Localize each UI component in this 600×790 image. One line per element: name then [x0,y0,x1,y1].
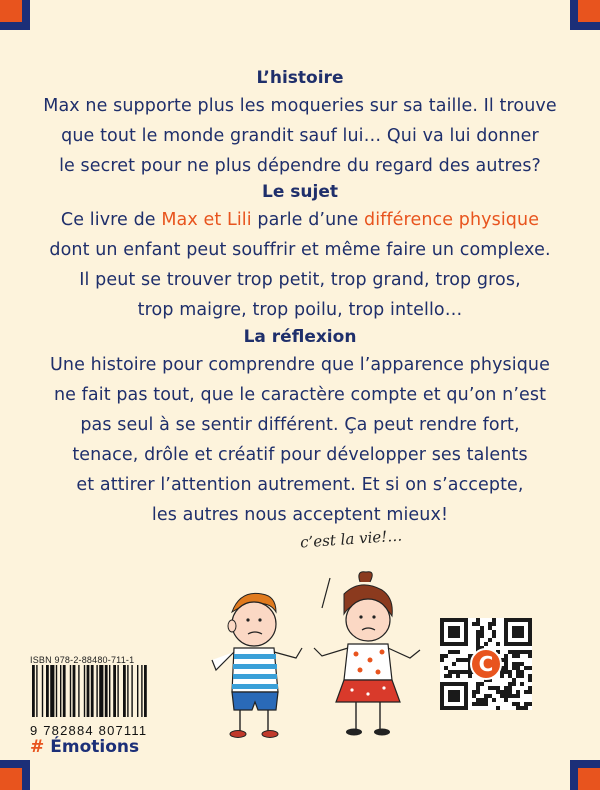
corner-decoration-top-left [0,0,30,30]
barcode-block [30,655,202,738]
barcode-digits: 9 782884 807111 [30,723,148,738]
corner-decoration-bottom-right [570,760,600,790]
text-line: tenace, drôle et créatif pour développer ses talents [72,445,528,465]
section-body [0,91,600,181]
text-line [0,205,600,235]
text-line: Max ne supporte plus les moqueries sur sa taille. Il trouve [43,96,557,116]
max-figure [212,593,302,737]
section-heading: Le sujet [262,182,338,202]
text-line: trop maigre, trop poilu, trop intello… [137,300,463,320]
section-histoire [0,68,600,181]
text-line: les autres nous acceptent mieux! [151,505,449,525]
category-tag [30,737,139,757]
text-line: pas seul à se sentir différent. Ça peut rendre fort, [80,415,520,435]
section-body [0,350,600,530]
text-line: et attirer l’attention autrement. Et si on s’accepte, [76,475,524,495]
highlight-difference-physique: différence physique [363,210,540,230]
lili-figure [314,572,420,736]
text-line: le secret pour ne plus dépendre du regard des autres? [59,156,541,176]
qr-code [440,618,532,710]
corner-decoration-bottom-left [0,760,30,790]
text-line: ne fait pas tout, que le caractère compte et qu’on n’est [53,385,547,405]
text-line: que tout le monde grandit sauf lui… Qui va lui donner [61,126,539,146]
text-line: Il peut se trouver trop petit, trop grand, trop gros, [79,270,521,290]
section-heading: L’histoire [256,68,344,88]
text-fragment: Ce livre de [60,210,162,230]
text-line: dont un enfant peut souffrir et même faire un complexe. [49,240,551,260]
section-body [0,205,600,325]
isbn-label: ISBN 978-2-88480-711-1 [30,655,135,665]
tag-hash: # [30,737,45,757]
corner-decoration-top-right [570,0,600,30]
speech-text: c’est la vie!… [299,526,403,552]
max-and-lili-illustration [210,520,430,740]
section-reflexion [0,327,600,530]
text-fragment: parle d’une [251,210,364,230]
section-heading: La réflexion [243,327,357,347]
text-line: Une histoire pour comprendre que l’apparence physique [50,355,550,375]
tag-label: Émotions [50,737,140,757]
qr-logo-letter: C [478,652,494,676]
highlight-max-et-lili: Max et Lili [161,210,252,230]
barcode-image [30,665,202,717]
section-sujet [0,182,600,325]
